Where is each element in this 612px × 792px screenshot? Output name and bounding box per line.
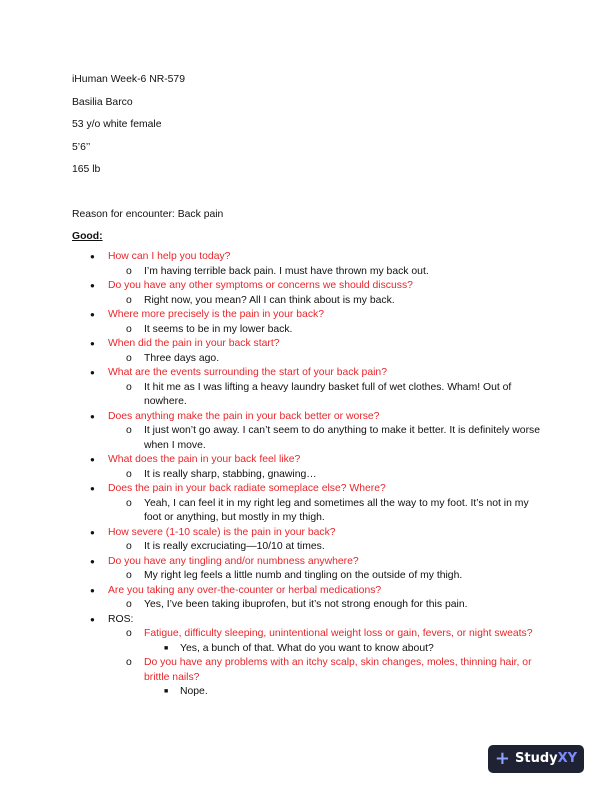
- patient-age: 53 y/o white female: [72, 119, 162, 130]
- question-item: [0, 250, 612, 265]
- answer-text: Right now, you mean? All I can think about is my back.: [144, 294, 395, 306]
- ros-heading-item: [0, 613, 612, 628]
- question-text: Does the pain in your back radiate someplace else? Where?: [108, 483, 386, 494]
- circle-bullet-icon: o: [126, 599, 132, 610]
- question-item: [0, 526, 612, 541]
- answer-text: My right leg feels a little numb and tingling on the outside of my thigh.: [144, 570, 463, 581]
- reason-for-encounter: Reason for encounter: Back pain: [72, 209, 224, 220]
- question-item: [0, 453, 612, 468]
- circle-bullet-icon: o: [126, 381, 132, 393]
- square-bullet-icon: ■: [164, 688, 169, 695]
- answer-item: [0, 569, 612, 584]
- bullet-icon: ●: [90, 411, 95, 421]
- answer-text: Three days ago.: [144, 352, 220, 364]
- question-text: What does the pain in your back feel like?: [108, 454, 301, 465]
- answer-text: Yes, I’ve been taking ibuprofen, but it’s not strong enough for this pain.: [144, 599, 468, 610]
- question-text: Are you taking any over-the-counter or herbal medications?: [108, 584, 382, 596]
- patient-name: Basilia Barco: [72, 97, 133, 108]
- question-text: Do you have any tingling and/or numbness anywhere?: [108, 555, 359, 567]
- badge-suffix: XY: [557, 750, 578, 766]
- circle-bullet-icon: o: [126, 294, 132, 306]
- bullet-icon: ●: [90, 455, 95, 464]
- ros-question-item: [0, 627, 612, 642]
- ros-question-text: Fatigue, difficulty sleeping, unintentional weight loss or gain, fevers, or night sweats?: [144, 628, 533, 639]
- question-item: [0, 584, 612, 599]
- ros-answer-text: Nope.: [180, 686, 208, 697]
- answer-item: [0, 497, 612, 526]
- answer-text: It is really sharp, stabbing, gnawing…: [144, 468, 317, 480]
- bullet-icon: ●: [90, 252, 95, 261]
- answer-item: [0, 294, 612, 309]
- question-item: [0, 410, 612, 425]
- question-item: [0, 337, 612, 352]
- ros-answer-text: Yes, a bunch of that. What do you want to know about?: [180, 642, 434, 654]
- answer-text: It is really excruciating—10/10 at times.: [144, 541, 325, 552]
- circle-bullet-icon: o: [126, 425, 132, 436]
- ros-label: ROS:: [108, 613, 134, 625]
- answer-item: [0, 323, 612, 338]
- answer-text: It seems to be in my lower back.: [144, 323, 293, 335]
- question-text: Does anything make the pain in your back better or worse?: [108, 410, 380, 422]
- badge-prefix: Study: [515, 750, 558, 766]
- circle-bullet-icon: o: [126, 468, 132, 480]
- answer-text: It hit me as I was lifting a heavy laundry basket full of wet clothes. Wham! Out of nowhere.: [144, 381, 512, 407]
- question-item: [0, 308, 612, 323]
- question-text: Do you have any other symptoms or concerns we should discuss?: [108, 280, 413, 291]
- section-title-good: Good:: [72, 231, 103, 242]
- circle-bullet-icon: o: [126, 323, 132, 335]
- ros-question-text: Do you have any problems with an itchy scalp, skin changes, moles, thinning hair, or brittle nails?: [144, 657, 532, 683]
- bullet-icon: ●: [90, 585, 95, 595]
- circle-bullet-icon: o: [126, 628, 132, 639]
- bullet-icon: ●: [90, 339, 95, 348]
- bullet-icon: ●: [90, 484, 95, 493]
- studyxy-badge: [488, 745, 584, 773]
- bullet-icon: ●: [90, 556, 95, 566]
- qa-list: [0, 250, 612, 700]
- ros-answer-item: [0, 685, 612, 700]
- question-text: How can I help you today?: [108, 251, 231, 262]
- plus-icon: +: [494, 748, 511, 769]
- ros-question-item: [0, 656, 612, 685]
- circle-bullet-icon: o: [126, 541, 132, 552]
- square-bullet-icon: ■: [164, 644, 169, 652]
- bullet-icon: ●: [90, 310, 95, 319]
- circle-bullet-icon: o: [126, 657, 132, 668]
- question-item: [0, 279, 612, 294]
- bullet-icon: ●: [90, 614, 95, 624]
- question-item: [0, 482, 612, 497]
- answer-item: [0, 468, 612, 483]
- bullet-icon: ●: [90, 527, 95, 537]
- document-title: iHuman Week-6 NR-579: [72, 74, 185, 85]
- question-text: Where more precisely is the pain in your back?: [108, 309, 324, 320]
- bullet-icon: ●: [90, 368, 95, 377]
- answer-item: [0, 598, 612, 613]
- circle-bullet-icon: o: [126, 352, 132, 364]
- bullet-icon: ●: [90, 281, 95, 290]
- answer-item: [0, 352, 612, 367]
- ros-answer-item: [0, 642, 612, 657]
- question-text: How severe (1-10 scale) is the pain in your back?: [108, 526, 336, 538]
- question-item: [0, 555, 612, 570]
- question-text: When did the pain in your back start?: [108, 338, 280, 349]
- circle-bullet-icon: o: [126, 570, 132, 581]
- answer-text: It just won’t go away. I can’t seem to do anything to make it better. It is definitely worse when I move.: [144, 425, 540, 451]
- answer-item: [0, 265, 612, 280]
- circle-bullet-icon: o: [126, 497, 132, 509]
- patient-weight: 165 lb: [72, 164, 101, 175]
- patient-height: 5’6’’: [72, 142, 91, 153]
- answer-item: [0, 381, 612, 410]
- question-text: What are the events surrounding the start of your back pain?: [108, 367, 387, 378]
- question-item: [0, 366, 612, 381]
- circle-bullet-icon: o: [126, 265, 132, 277]
- answer-text: I’m having terrible back pain. I must have thrown my back out.: [144, 265, 429, 277]
- answer-text: Yeah, I can feel it in my right leg and sometimes all the way to my foot. It’s not in my foot or anything, but mostly in my thigh.: [144, 497, 529, 523]
- answer-item: [0, 540, 612, 555]
- answer-item: [0, 424, 612, 453]
